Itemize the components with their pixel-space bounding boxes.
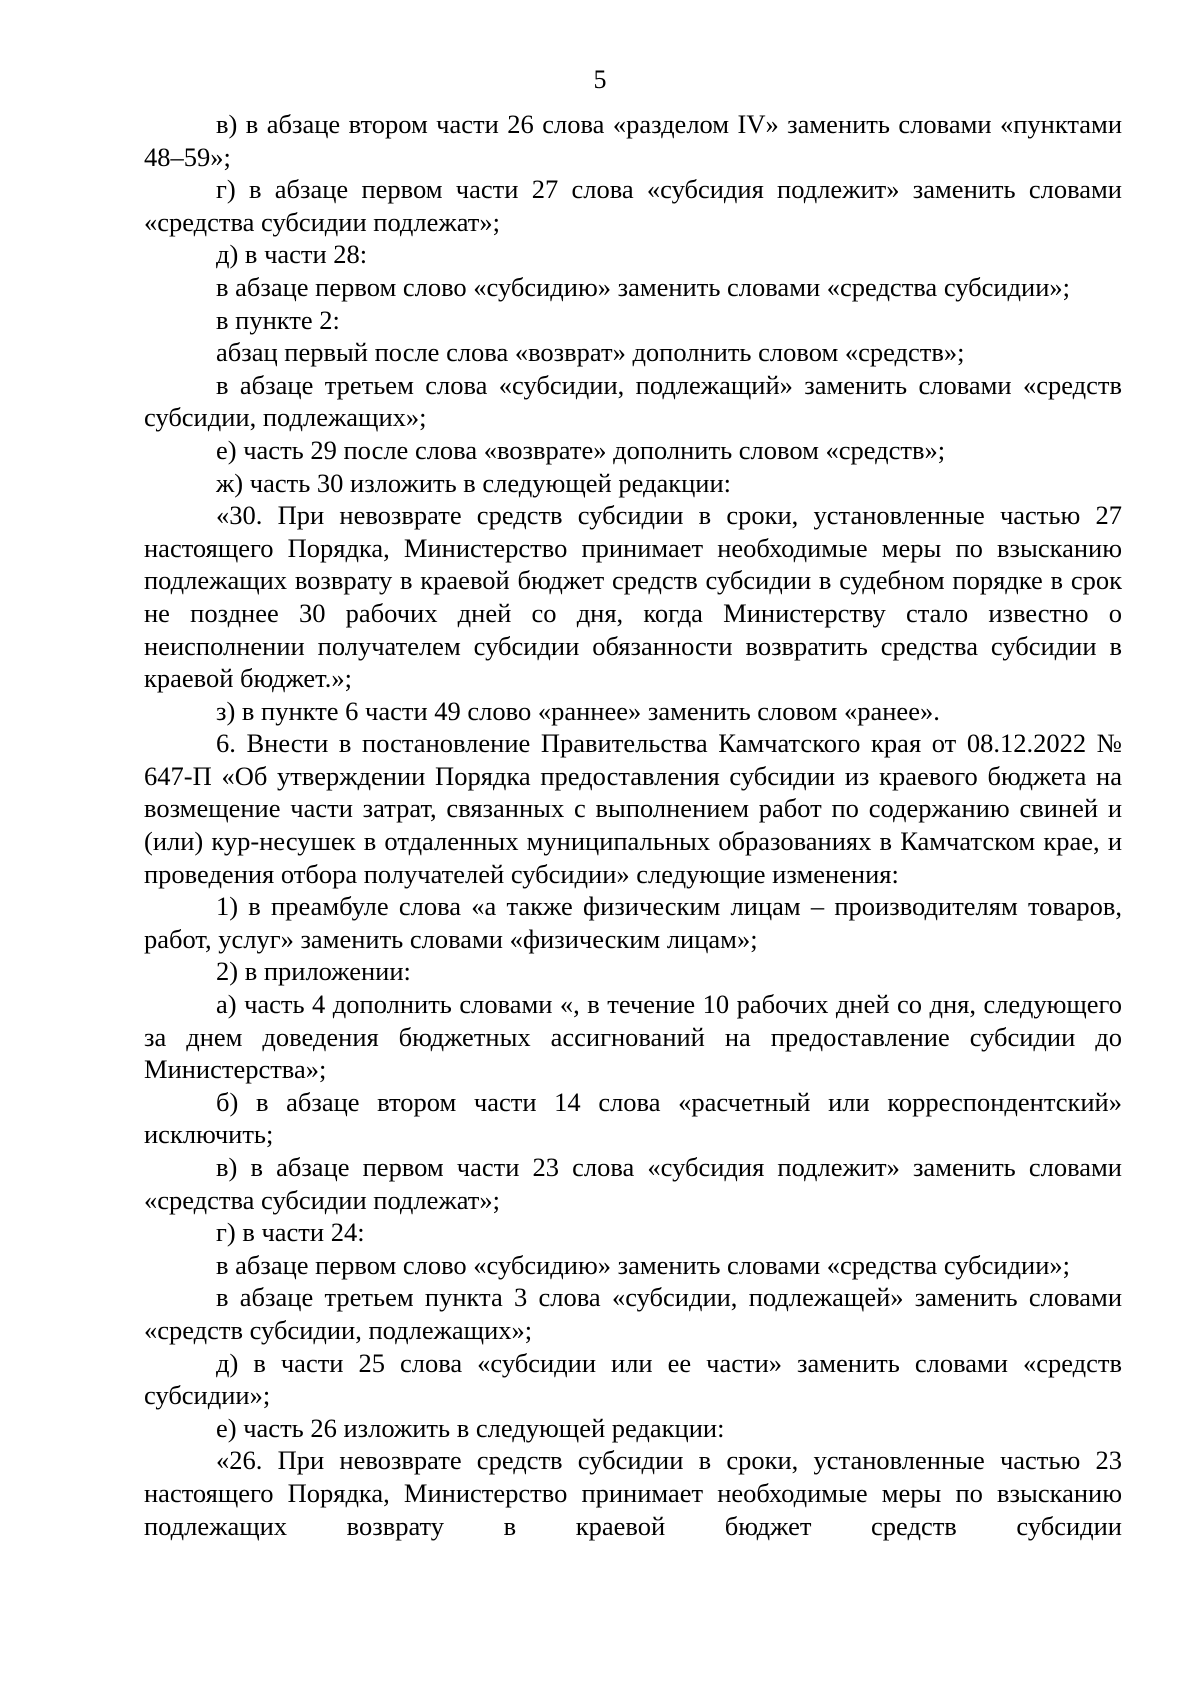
paragraph-first-abzac: в абзаце первом слово «субсидию» заменить словами «средства субсидии»; xyxy=(216,271,1071,302)
paragraph-amendment-e2: е) часть 26 изложить в следующей редакции: xyxy=(216,1412,725,1443)
paragraph-abzac-third: в абзаце третьем слова «субсидии, подлежащий» заменить словами «средств субсидии, подлежащих»; xyxy=(144,369,1122,433)
paragraph-preamble: 1) в преамбуле слова «а также физическим лицам – производителям товаров, работ, услуг» заменить словами «физическим лицам»; xyxy=(144,891,1122,954)
paragraph-abzac-third-punkt-3: в абзаце третьем пункта 3 слова «субсидии, подлежащей» заменить словами «средств субсидии, подлежащих»; xyxy=(144,1282,1122,1345)
paragraph-appendix: 2) в приложении: xyxy=(216,956,411,987)
paragraph-amendment-d: д) в части 28: xyxy=(216,239,368,270)
paragraph-amendment-b: б) в абзаце втором части 14 слова «расчетный или корреспондентский» исключить; xyxy=(144,1086,1122,1150)
paragraph-amendment-g: г) в абзаце первом части 27 слова «субсидия подлежит» заменить словами «средства субсидии подлежат»; xyxy=(144,174,1122,237)
paragraph-amendment-e: е) часть 29 после слова «возврате» дополнить словом «средств»; xyxy=(216,434,946,465)
paragraph-amendment-d2: д) в части 25 слова «субсидии или ее части» заменить словами «средств субсидии»; xyxy=(144,1347,1122,1411)
paragraph-first-abzac-2: в абзаце первом слово «субсидию» заменить словами «средства субсидии»; xyxy=(216,1249,1071,1280)
paragraph-amendment-g2: г) в части 24: xyxy=(216,1217,365,1248)
page-number: 5 xyxy=(593,65,607,94)
paragraph-abzac-first-vozvrat: абзац первый после слова «возврат» дополнить словом «средств»; xyxy=(216,337,965,368)
paragraph-amendment-a: а) часть 4 дополнить словами «, в течение 10 рабочих дней со дня, следующего за днем доведения бюджетных ассигнований на предоставление субсидии до Министерства»; xyxy=(144,989,1122,1085)
paragraph-amendment-v2: в) в абзаце первом части 23 слова «субсидия подлежит» заменить словами «средства субсидии подлежат»; xyxy=(144,1152,1122,1215)
paragraph-punkt-2: в пункте 2: xyxy=(216,304,340,335)
paragraph-part-30-text: «30. При невозврате средств субсидии в сроки, установленные частью 27 настоящего Порядка, Министерство принимает необходимые меры по взысканию подлежащих возврату в краевой бюджет средств субсидии в судебном порядке в срок не позднее 30 рабочих дней со дня, когда Министерству стало известно о неисполнении получателем субсидии обязанности возвратить средства субсидии в краевой бюджет.»; xyxy=(144,500,1122,694)
paragraph-amendment-z: з) в пункте 6 части 49 слово «раннее» заменить словом «ранее». xyxy=(216,695,940,726)
paragraph-part-26-text: «26. При невозврате средств субсидии в сроки, установленные частью 23 настоящего Порядка, Министерство принимает необходимые меры по взысканию подлежащих возврату в краевой бюджет средств субсидии xyxy=(144,1445,1122,1541)
document-body xyxy=(144,108,1122,1542)
paragraph-amendment-v: в) в абзаце втором части 26 слова «разделом IV» заменить словами «пунктами 48–59»; xyxy=(144,109,1122,172)
paragraph-item-6: 6. Внести в постановление Правительства Камчатского края от 08.12.2022 № 647-П «Об утверждении Порядка предоставления субсидии из краевого бюджета на возмещение части затрат, связанных с выполнением работ по содержанию свиней и (или) кур-несушек в отдаленных муниципальных образованиях в Камчатском крае, и проведения отбора получателей субсидии» следующие изменения: xyxy=(144,728,1122,889)
paragraph-amendment-zh: ж) часть 30 изложить в следующей редакции: xyxy=(216,467,732,498)
